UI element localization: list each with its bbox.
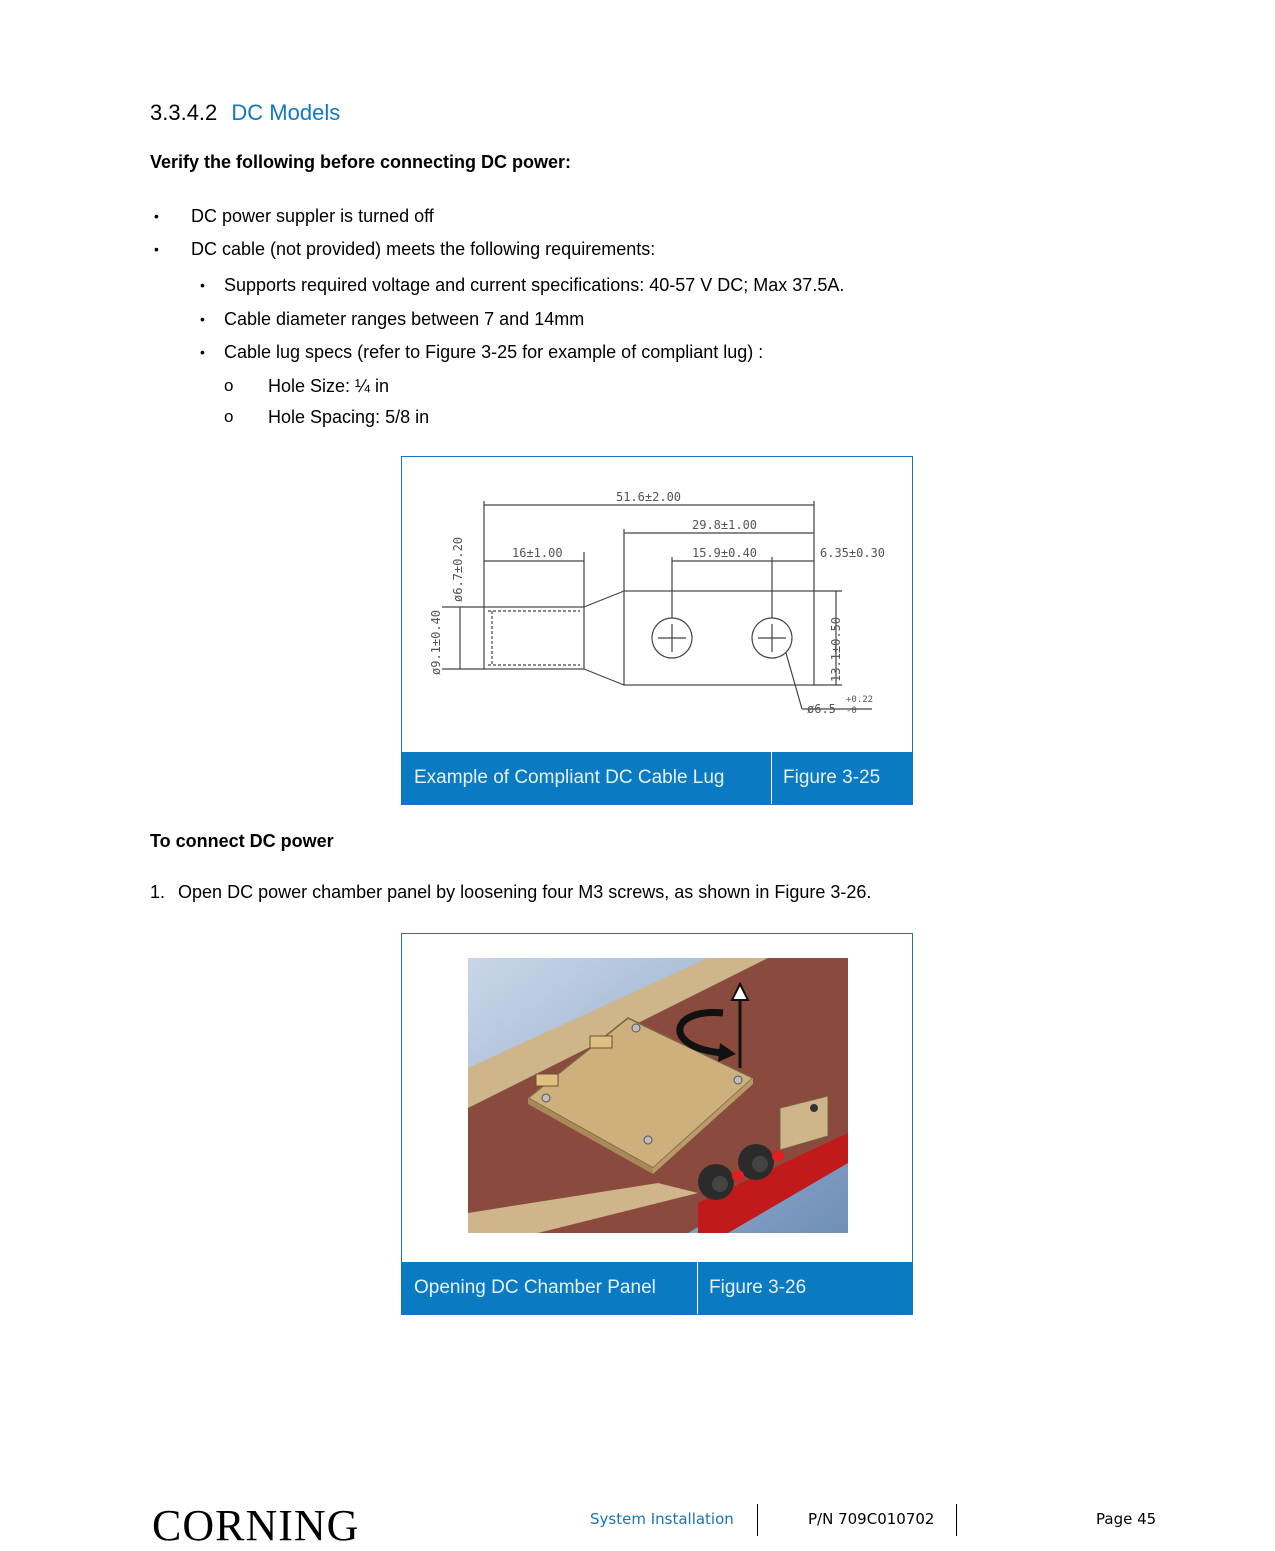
list-item-text: DC cable (not provided) meets the following requirements: bbox=[191, 239, 656, 259]
section-number: 3.3.4.2 bbox=[150, 100, 218, 125]
list-item-text: Supports required voltage and current specifications: 40-57 V DC; Max 37.5A. bbox=[224, 275, 845, 295]
list-item-text: DC power suppler is turned off bbox=[191, 206, 434, 226]
section-heading bbox=[150, 100, 340, 126]
terminal bbox=[590, 1036, 612, 1048]
bullet-marker: • bbox=[154, 241, 159, 257]
dim-hole-tol-plus: +0.22 bbox=[846, 695, 874, 705]
dim-hole-tol-minus: -0 bbox=[846, 706, 857, 716]
step-text: Open DC power chamber panel by loosening four M3 screws, as shown in Figure 3-26. bbox=[178, 882, 872, 902]
dim-hole-spacing: 15.9±0.40 bbox=[692, 546, 758, 560]
bullet-marker: • bbox=[200, 344, 205, 360]
dim-barrel: 16±1.00 bbox=[512, 546, 563, 560]
bullet-marker: • bbox=[154, 208, 159, 224]
caption-number: Figure 3-25 bbox=[783, 767, 881, 788]
screw bbox=[734, 1076, 742, 1084]
list-item-text: Cable diameter ranges between 7 and 14mm bbox=[224, 309, 585, 329]
bullet-marker: • bbox=[200, 311, 205, 327]
footer-page: Page 45 bbox=[1096, 1510, 1157, 1528]
dc-chamber-illustration bbox=[468, 958, 848, 1233]
figure-dc-chamber bbox=[401, 933, 913, 1315]
section-title: DC Models bbox=[231, 100, 341, 125]
terminal bbox=[536, 1074, 558, 1086]
caption-number: Figure 3-26 bbox=[709, 1277, 807, 1298]
bullet-marker: • bbox=[200, 277, 205, 293]
figure-caption bbox=[402, 752, 912, 804]
cable-lug-drawing bbox=[402, 457, 912, 752]
dim-edge: 6.35±0.30 bbox=[820, 546, 886, 560]
figure-cable-lug bbox=[401, 456, 913, 805]
dim-width: 13.1±0.50 bbox=[829, 616, 843, 682]
bullet-marker: o bbox=[224, 376, 234, 395]
caption-title: Opening DC Chamber Panel bbox=[402, 1262, 698, 1314]
screw bbox=[632, 1024, 640, 1032]
list-item-text: Hole Spacing: 5/8 in bbox=[268, 407, 430, 427]
footer-part-number: P/N 709C010702 bbox=[808, 1510, 935, 1528]
subheading: To connect DC power bbox=[150, 831, 334, 851]
footer-section: System Installation bbox=[590, 1510, 734, 1528]
screw bbox=[542, 1094, 550, 1102]
dim-outer-dia: ø9.1±0.40 bbox=[429, 609, 443, 675]
step-1 bbox=[150, 882, 871, 903]
footer-divider bbox=[757, 1504, 758, 1536]
list-item-text: Cable lug specs (refer to Figure 3-25 for example of compliant lug) : bbox=[224, 342, 764, 362]
lug-barrel bbox=[484, 607, 584, 669]
figure-caption bbox=[402, 1262, 912, 1314]
screw bbox=[644, 1136, 652, 1144]
dim-span: 29.8±1.00 bbox=[692, 518, 758, 532]
corning-logo: CORNING bbox=[152, 1501, 360, 1550]
dim-overall: 51.6±2.00 bbox=[616, 490, 682, 504]
lead-text: Verify the following before connecting DC power: bbox=[150, 152, 572, 172]
step-number: 1. bbox=[150, 882, 166, 902]
footer-divider bbox=[956, 1504, 957, 1536]
list-item-text: Hole Size: ¼ in bbox=[268, 376, 390, 396]
dim-hole-dia: ø6.5 bbox=[807, 702, 836, 716]
caption-title: Example of Compliant DC Cable Lug bbox=[402, 752, 772, 804]
dim-inner-dia: ø6.7±0.20 bbox=[451, 536, 465, 602]
bullet-marker: o bbox=[224, 407, 234, 426]
